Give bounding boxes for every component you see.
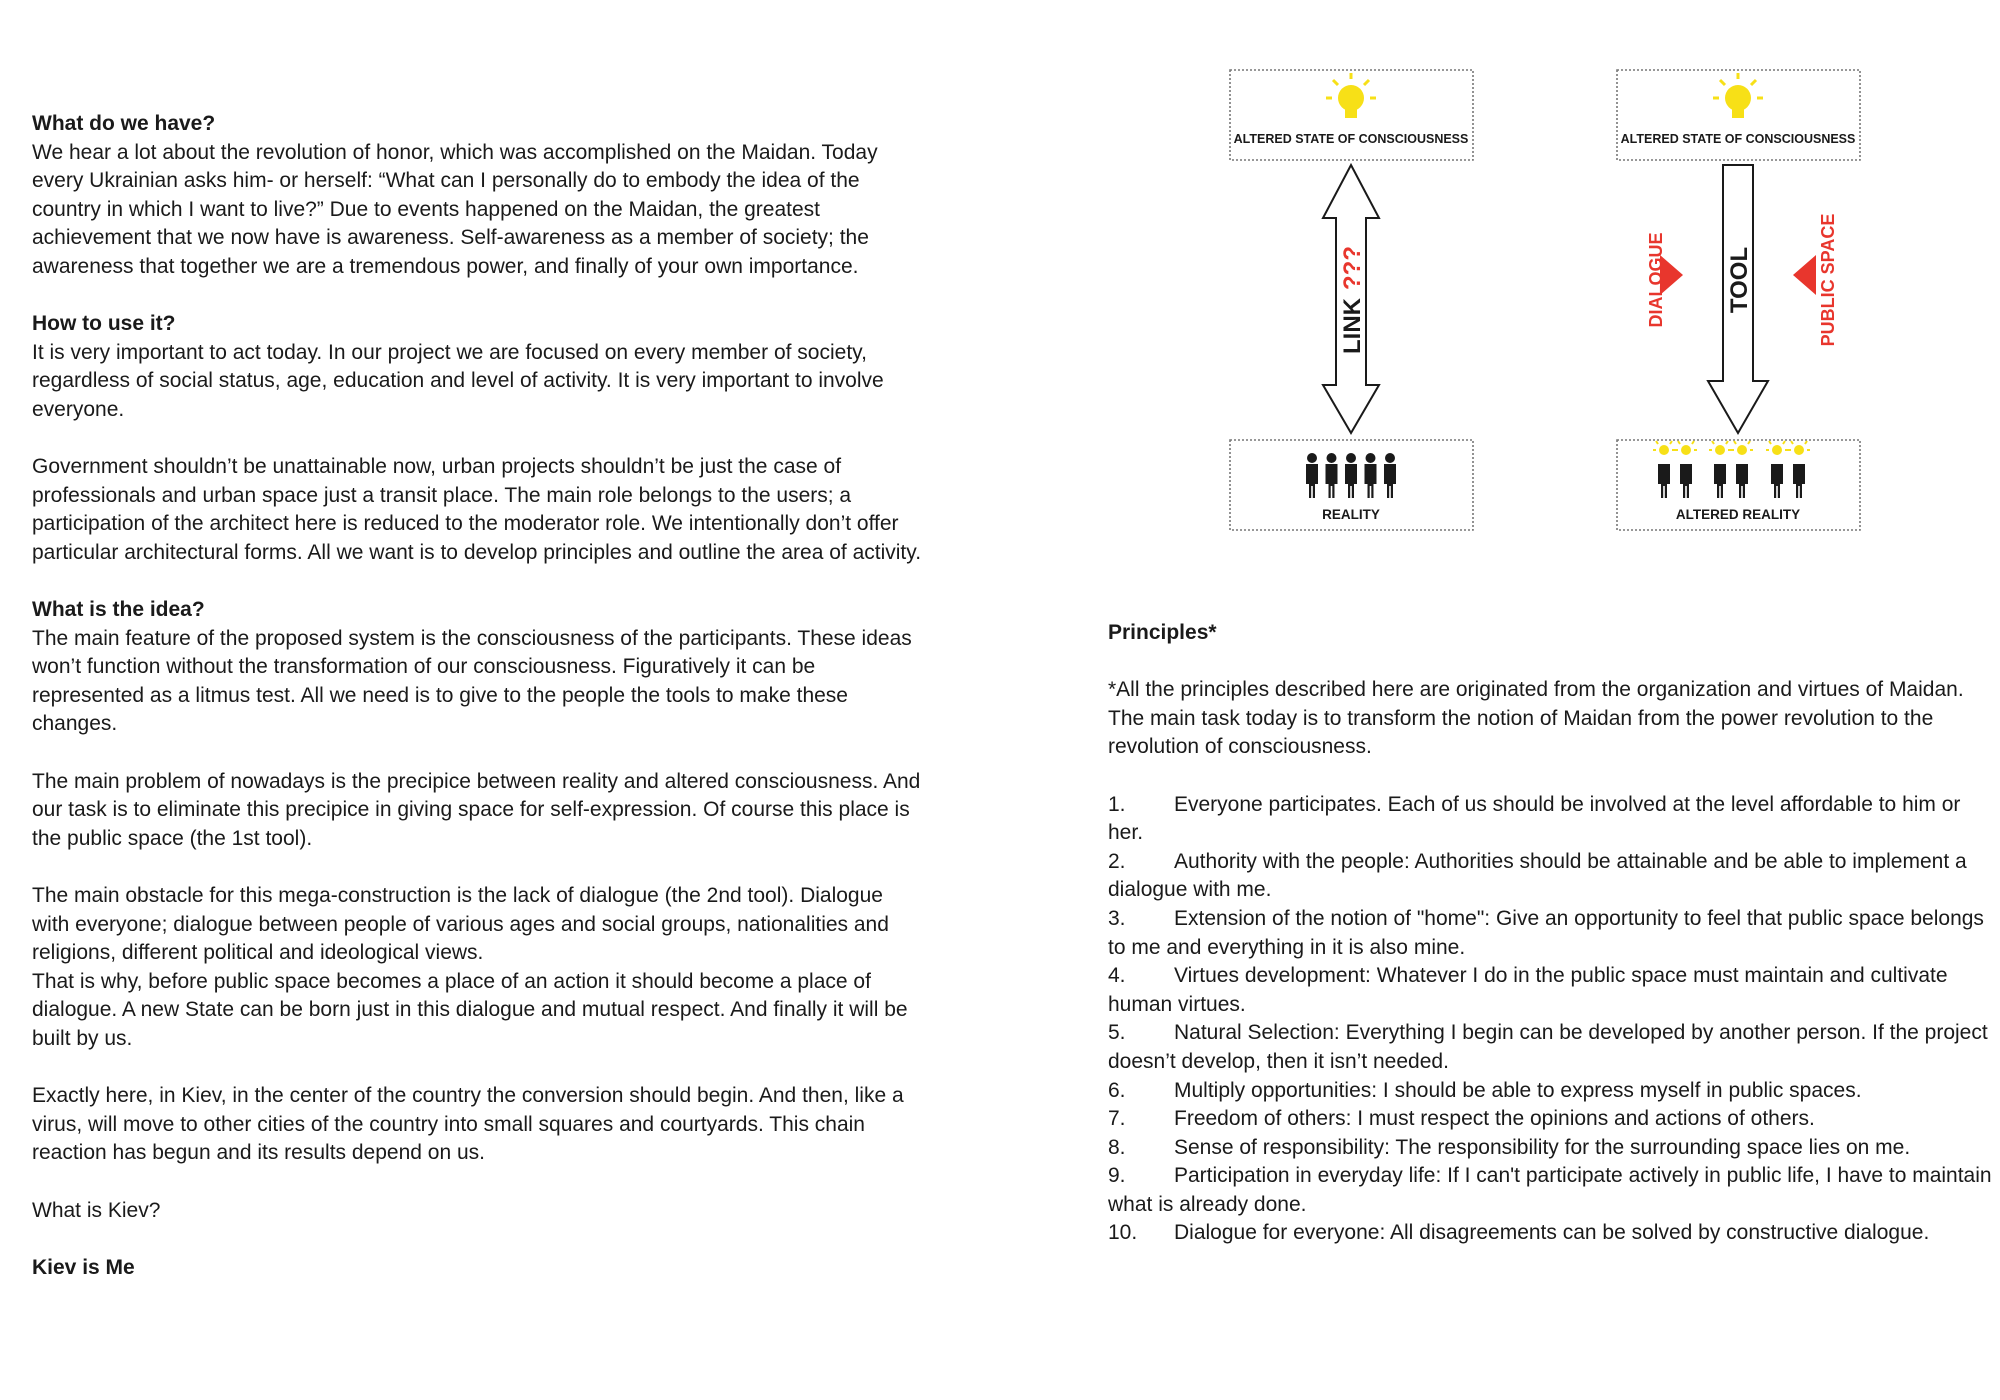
diagram-svg bbox=[1180, 40, 1940, 600]
principle-number: 2. bbox=[1108, 849, 1126, 873]
section-heading: What do we have? bbox=[32, 112, 216, 135]
left-paragraph bbox=[32, 453, 922, 567]
link-question-marks: ??? bbox=[1339, 246, 1366, 290]
section-body: The main feature of the proposed system is the consciousness of the participants. These ideas won’t function without the transformation of our consciousness. Figuratively it can be represented as a litmus test. All we need is to give to the people the tools to make these changes. bbox=[32, 626, 912, 736]
consciousness-diagram bbox=[1180, 40, 1940, 600]
dialogue-label: DIALOGUE bbox=[1646, 232, 1666, 328]
principles-list bbox=[1108, 791, 1998, 1249]
principles-note: *All the principles described here are originated from the organization and virtues of Maidan. The main task today is to transform the notion of Maidan from the power revolution to the revolution of consciousness. bbox=[1108, 678, 1964, 759]
principle-item bbox=[1108, 1162, 1998, 1219]
section-body: We hear a lot about the revolution of honor, which was accomplished on the Maidan. Today every Ukrainian asks him- or herself: “What can I personally do to embody the idea of the country in which I want to live?” Due to events happened on the Maidan, the greatest achievement that we now have is awareness. Self-awareness as a member of society; the awareness that together we are a tremendous power, and finally of your own importance. bbox=[32, 140, 878, 278]
left-paragraph bbox=[32, 1082, 922, 1168]
principle-text: Participation in everyday life: If I can't participate actively in public life, I have to maintain what is already done. bbox=[1108, 1164, 1992, 1216]
principle-text: Natural Selection: Everything I begin can be developed by another person. If the project doesn’t develop, then it isn’t needed. bbox=[1108, 1021, 1988, 1073]
diagram-left-group bbox=[1230, 70, 1473, 530]
principle-number: 7. bbox=[1108, 1107, 1126, 1131]
principle-item bbox=[1108, 791, 1998, 848]
principle-text: Extension of the notion of "home": Give an opportunity to feel that public space belongs to me and everything in it is also mine. bbox=[1108, 906, 1984, 959]
principle-text: Multiply opportunities: I should be able to express myself in public spaces. bbox=[1174, 1078, 1862, 1102]
section-heading: How to use it? bbox=[32, 312, 176, 336]
principle-item bbox=[1108, 1134, 1998, 1163]
principle-number: 5. bbox=[1108, 1021, 1126, 1045]
principle-number: 3. bbox=[1108, 906, 1126, 930]
principle-number: 8. bbox=[1108, 1135, 1126, 1159]
principle-number: 10. bbox=[1108, 1221, 1138, 1245]
principle-number: 6. bbox=[1108, 1078, 1126, 1102]
diagram-right-group bbox=[1617, 70, 1860, 530]
left-paragraph bbox=[32, 596, 922, 739]
principle-item bbox=[1108, 1105, 1998, 1134]
left-paragraph bbox=[32, 882, 922, 968]
principle-item bbox=[1108, 962, 1998, 1019]
section-body: What is Kiev? bbox=[32, 1198, 161, 1222]
left-paragraph bbox=[32, 968, 922, 1054]
principle-number: 4. bbox=[1108, 964, 1126, 988]
left-bottom-label: REALITY bbox=[1322, 507, 1380, 522]
principle-number: 1. bbox=[1108, 792, 1126, 816]
section-body: Government shouldn’t be unattainable now, urban projects shouldn’t be just the case of professionals and urban space just a transit place. The main role belongs to the users; a participation of the architect here is reduced to the moderator role. We intentionally don’t offer particular architectural forms. All we want is to develop principles and outline the area of activity. bbox=[32, 455, 922, 564]
left-paragraph bbox=[32, 110, 922, 282]
section-body: The main obstacle for this mega-construction is the lack of dialogue (the 2nd tool). Dialogue with everyone; dialogue between people of various ages and social groups, nationalities and religions, different political and ideological views. bbox=[32, 884, 889, 965]
left-top-label: ALTERED STATE OF CONSCIOUSNESS bbox=[1233, 132, 1469, 146]
section-body: That is why, before public space becomes a place of an action it should become a place of dialogue. A new State can be born just in this dialogue and mutual respect. And finally it will be built by us. bbox=[32, 969, 908, 1050]
principle-item bbox=[1108, 848, 1998, 905]
closing-statement: Kiev is Me bbox=[32, 1255, 135, 1279]
principle-item bbox=[1108, 1019, 1998, 1076]
left-paragraph bbox=[32, 310, 922, 424]
left-column bbox=[32, 110, 922, 1282]
principle-text: Everyone participates. Each of us should be involved at the level affordable to him or her. bbox=[1108, 792, 1961, 845]
principle-text: Virtues development: Whatever I do in the public space must maintain and cultivate human virtues. bbox=[1108, 964, 1948, 1016]
principle-number: 9. bbox=[1108, 1164, 1126, 1188]
section-body: Exactly here, in Kiev, in the center of the country the conversion should begin. And then, like a virus, will move to other cities of the country into small squares and courtyards. This chain reaction has begun and its results depend on us. bbox=[32, 1084, 904, 1165]
section-heading: What is the idea? bbox=[32, 598, 205, 622]
public-space-arrow-icon bbox=[1793, 255, 1816, 295]
principle-text: Freedom of others: I must respect the opinions and actions of others. bbox=[1174, 1107, 1815, 1131]
principles-heading-block bbox=[1108, 619, 1998, 648]
right-column bbox=[1108, 619, 1998, 1248]
principle-text: Dialogue for everyone: All disagreements can be solved by constructive dialogue. bbox=[1174, 1221, 1930, 1245]
left-paragraph bbox=[32, 768, 922, 854]
right-bottom-label: ALTERED REALITY bbox=[1675, 507, 1801, 522]
principle-item bbox=[1108, 1077, 1998, 1106]
principle-text: Authority with the people: Authorities should be attainable and be able to implement a dialogue with me. bbox=[1108, 849, 1967, 902]
principle-item bbox=[1108, 905, 1998, 962]
svg-text:LINK??? bbox=[1339, 246, 1366, 354]
principles-heading: Principles* bbox=[1108, 621, 1217, 644]
principle-text: Sense of responsibility: The responsibility for the surrounding space lies on me. bbox=[1174, 1135, 1911, 1159]
link-label: LINK bbox=[1339, 297, 1366, 354]
principle-item bbox=[1108, 1219, 1998, 1248]
tool-label: TOOL bbox=[1726, 246, 1753, 314]
left-paragraph bbox=[32, 1197, 922, 1226]
public-space-label: PUBLIC SPACE bbox=[1818, 213, 1838, 347]
right-top-label: ALTERED STATE OF CONSCIOUSNESS bbox=[1620, 132, 1856, 146]
section-body: It is very important to act today. In our project we are focused on every member of society, regardless of social status, age, education and level of activity. It is very important to involve everyone. bbox=[32, 340, 884, 421]
section-body: The main problem of nowadays is the precipice between reality and altered consciousness. And our task is to eliminate this precipice in giving space for self-expression. Of course this place is the public space (the 1st tool). bbox=[32, 769, 921, 850]
